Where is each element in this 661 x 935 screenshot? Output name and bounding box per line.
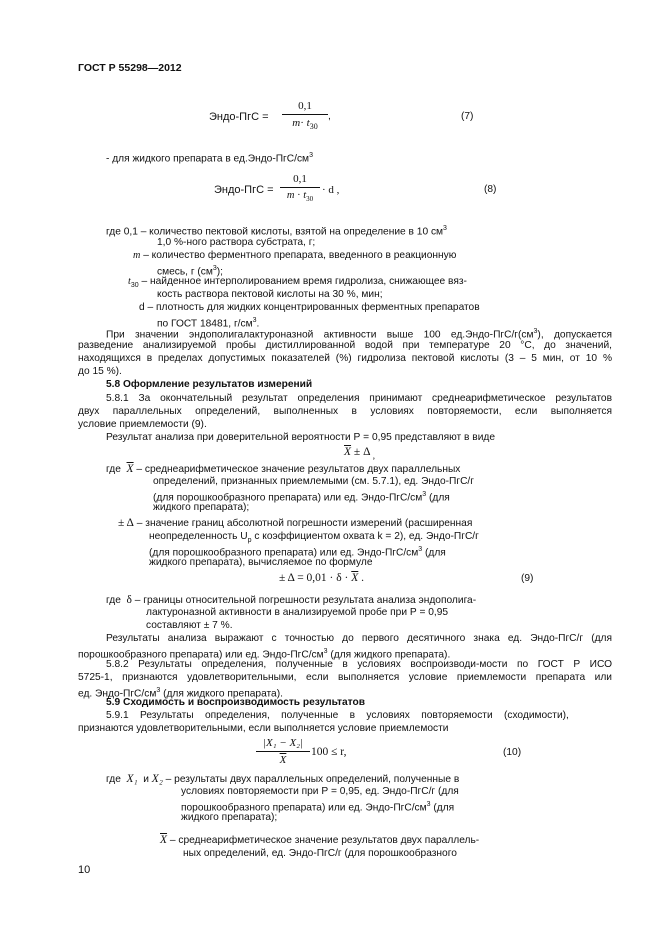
def-x1-symbol: X₁ (126, 773, 138, 785)
p582-l3-sup: 3 (156, 687, 161, 694)
def-x12-l1: – результаты двух параллельных определений, полученные в (162, 774, 460, 785)
activity-line-3: находящихся в пределах допустимых показателей (%) гидролиза пектовой кислоты (3 – 5 мин, от 10 % (78, 353, 612, 364)
def-xbar-l3-sup: 3 (422, 491, 427, 498)
def-x12-l3-tail: (для (430, 802, 455, 814)
def-x12-l3: порошкообразного препарата) или ед. Эндо-ПгС/см (181, 802, 427, 814)
def-m-cont-text: смесь, г (см (157, 266, 213, 278)
def-d-text: – плотность для жидких концентрированных ферментных препаратов (144, 302, 480, 313)
def-xbar-symbol: $\overline{X}$ (126, 463, 134, 475)
formula-7-denominator (282, 115, 328, 134)
den-t: t (306, 117, 310, 129)
den-m: m (292, 117, 301, 129)
def-d-cont-text: по ГОСТ 18481, г/см (157, 318, 253, 330)
p582-line-1: 5.8.2 Результаты определения, полученные в условиях воспроизводи-мости по ГОСТ Р ИСО (106, 659, 612, 670)
def-x2-symbol: X₂ (151, 773, 163, 785)
def-rel-line-3: составляют ± 7 %. (146, 620, 233, 631)
formula-9-body: ± Δ = 0,01 · δ · (279, 572, 352, 584)
page-number: 10 (78, 864, 91, 876)
def-xbar-l3: (для порошкообразного препарата) или ед. Эндо-ПгС/см (153, 492, 423, 504)
formula-7-fraction (282, 100, 328, 134)
expr-xbar: $\overline{X}$ (344, 446, 352, 458)
def-d (139, 302, 480, 314)
p-format-l2-sup: 3 (323, 648, 328, 655)
def-d-symbol: d (139, 302, 145, 313)
formula-7-number: (7) (461, 111, 474, 122)
expr-tail: , (370, 450, 375, 461)
formula-10-tail (311, 746, 347, 758)
def-rel-line-1 (106, 594, 476, 607)
liquid-note-text: - для жидкого препарата в ед.Эндо-ПгС/см (106, 153, 310, 165)
def-delta-l2: неопределенность U (149, 531, 248, 542)
den-dot: · (297, 190, 301, 201)
def-delta-l3-sup: 3 (418, 546, 423, 553)
p591-line-2: признаются удовлетворительными, если выполняется условие приемлемости (78, 723, 449, 734)
formula-7-numerator: 0,1 (282, 100, 328, 115)
def-delta-l2-tail: с коэффициентом охвата k = 2), ед. Эндо-ПгС/г (251, 531, 479, 542)
def-t30-sub: 30 (130, 282, 139, 290)
def-0-1-text: где 0,1 – количество пектовой кислоты, взятой на определение в 10 см (106, 226, 444, 238)
formula-8-lhs: Эндо-ПгС = (214, 184, 274, 196)
activity-l1-sup: 3 (533, 328, 538, 335)
den-m: m (286, 190, 295, 201)
p-format-l2-tail: (для жидкого препарата). (327, 649, 451, 661)
formula-9-number: (9) (521, 573, 534, 584)
def-m-text: – количество ферментного препарата, введенного в реакционную (140, 250, 457, 261)
p591-line-1: 5.9.1 Результаты определения, полученные в условиях повторяемости (сходимости), (106, 710, 569, 721)
p582-l3-tail: (для жидкого препарата). (160, 688, 283, 700)
section-5-8-title: 5.8 Оформление результатов измерений (106, 379, 313, 390)
def-t30-symbol: t (128, 276, 131, 287)
def-rel-symbol: δ (126, 594, 132, 606)
liquid-note-sup: 3 (309, 152, 313, 159)
def-x12-l3-sup: 3 (426, 801, 431, 808)
def-xbar-line-2: определений, признанных приемлемыми (см. 5.7.1), ед. Эндо-ПгС/г (153, 476, 474, 487)
expr-x-pm-delta (344, 446, 375, 461)
p581-line-3: условие приемлемости (9). (78, 419, 207, 430)
formula-9-tail: . (358, 572, 365, 584)
p582-line-2: 5725-1, признаются удовлетворительными, если выполняется условие приемлемости препарата или (78, 672, 612, 683)
def-delta-symbol: ± Δ (118, 517, 134, 529)
def-xbar-line-1 (106, 463, 460, 476)
formula-9-xbar: $\overline{X}$ (351, 572, 359, 584)
section-5-9-title: 5.9 Сходимость и воспроизводимость результатов (106, 697, 365, 708)
def-delta-l2-sub: р (247, 537, 252, 545)
formula-10-number: (10) (503, 747, 522, 758)
def-d-cont-sup: 3 (252, 317, 257, 324)
def-delta-line-1 (118, 517, 472, 530)
p581-line-2: двух параллельных определений, выполненных в условиях повторяемости, если выполняется (78, 406, 612, 417)
liquid-preparation-note (106, 150, 313, 165)
p-format-line-1: Результаты анализа выражают с точностью до первого десятичного знака ед. Эндо-ПгС/г (для (106, 633, 612, 644)
def-m-cont-sup: 3 (212, 265, 217, 272)
def-x12-line-2: условиях повторяемости при Р = 0,95, ед. Эндо-ПгС/г (для (181, 786, 459, 797)
expr-pm-delta: ± Δ (351, 446, 371, 458)
def-xbar-lead: где (106, 464, 121, 475)
def-m-symbol: m (133, 250, 141, 261)
def-delta-l1: – значение границ абсолютной погрешности измерений (расширенная (133, 518, 473, 529)
formula-9-expr (279, 572, 364, 584)
p582-l3: ед. Эндо-ПгС/см (78, 688, 157, 700)
den-sub: 30 (306, 195, 314, 204)
def-xbar-line-4: жидкого препарата); (153, 502, 250, 513)
p581-line-1: 5.8.1 За окончательный результат определения принимают среднеарифметическое результатов (106, 393, 612, 404)
def-xbar2-l1: – среднеарифметическое значение результатов двух параллель- (167, 835, 480, 846)
def-xbar-l3-tail: (для (426, 492, 450, 504)
activity-line-4: до 15 %). (78, 366, 122, 377)
def-t30-text: – найденное интерполированием время гидролиза, снижающее вяз- (138, 276, 467, 287)
def-d-cont-tail: . (256, 318, 260, 330)
formula-7-lhs: Эндо-ПгС = (209, 111, 269, 123)
formula-10-fraction (256, 737, 310, 767)
def-xbar2-symbol: $\overline{X}$ (160, 834, 168, 846)
document-code: ГОСТ Р 55298—2012 (78, 62, 182, 74)
def-x12-lead: где (106, 774, 121, 785)
def-rel-line-2: лактуроназной активности в анализируемой пробе при Р = 0,95 (146, 607, 449, 618)
den-sub: 30 (309, 122, 318, 132)
def-rel-l1: – границы относительной погрешности результата анализа эндополига- (131, 595, 477, 606)
den-dot: · (300, 117, 304, 129)
formula-8-numerator: 0,1 (280, 173, 320, 188)
activity-line-2: разведение анализируемой пробы дистиллированной водой при температуре 20 °С, до значений, (78, 340, 612, 351)
def-t30-cont: кость раствора пектовой кислоты на 30 %, мин; (157, 289, 383, 300)
formula-10-numerator: |X₁ − X₂| (256, 737, 310, 752)
def-rel-lead: где (106, 595, 121, 606)
formula-10-tail-text: 100 ≤ r, (311, 746, 347, 758)
activity-l1-text: При значении эндополигалактуроназной активности выше 100 ед.Эндо-ПгС/г(см (106, 329, 534, 341)
def-0-1-cont: 1,0 %-ного раствора субстрата, г; (157, 237, 316, 248)
def-x12-line-1 (106, 773, 459, 786)
result-representation: Результат анализа при доверительной вероятности Р = 0,95 представляют в виде (106, 432, 495, 443)
den-t: t (303, 190, 307, 201)
formula-8-tail: · d , (322, 184, 340, 196)
def-delta-line-4: жидкого препарата), вычисляемое по формуле (149, 557, 373, 568)
activity-l1-tail: ), допускается (537, 329, 612, 341)
def-xbar-l1: – среднеарифметическое значение результатов двух параллельных (133, 464, 461, 475)
p-format-l2: порошкообразного препарата) или ед. Эндо-ПгС/см (78, 649, 324, 661)
formula-10-denominator: X (279, 754, 287, 766)
def-xbar2-line-1 (160, 834, 479, 847)
def-xbar2-line-2: ных определений, ед. Эндо-ПгС/г (для порошкообразного (183, 848, 457, 859)
def-m (133, 250, 456, 262)
def-0-1-sup: 3 (443, 225, 447, 232)
formula-7-tail: , (328, 111, 331, 122)
def-delta-l3: (для порошкообразного препарата) или ед. Эндо-ПгС/см (149, 547, 419, 559)
def-x12-and: и (143, 774, 149, 785)
formula-8-fraction (280, 173, 320, 206)
def-m-cont-tail: ); (216, 266, 224, 278)
formula-8-number: (8) (484, 184, 497, 195)
def-x12-line-4: жидкого препарата); (181, 812, 278, 823)
formula-8-denominator (280, 188, 320, 206)
def-delta-l3-tail: (для (422, 547, 446, 559)
